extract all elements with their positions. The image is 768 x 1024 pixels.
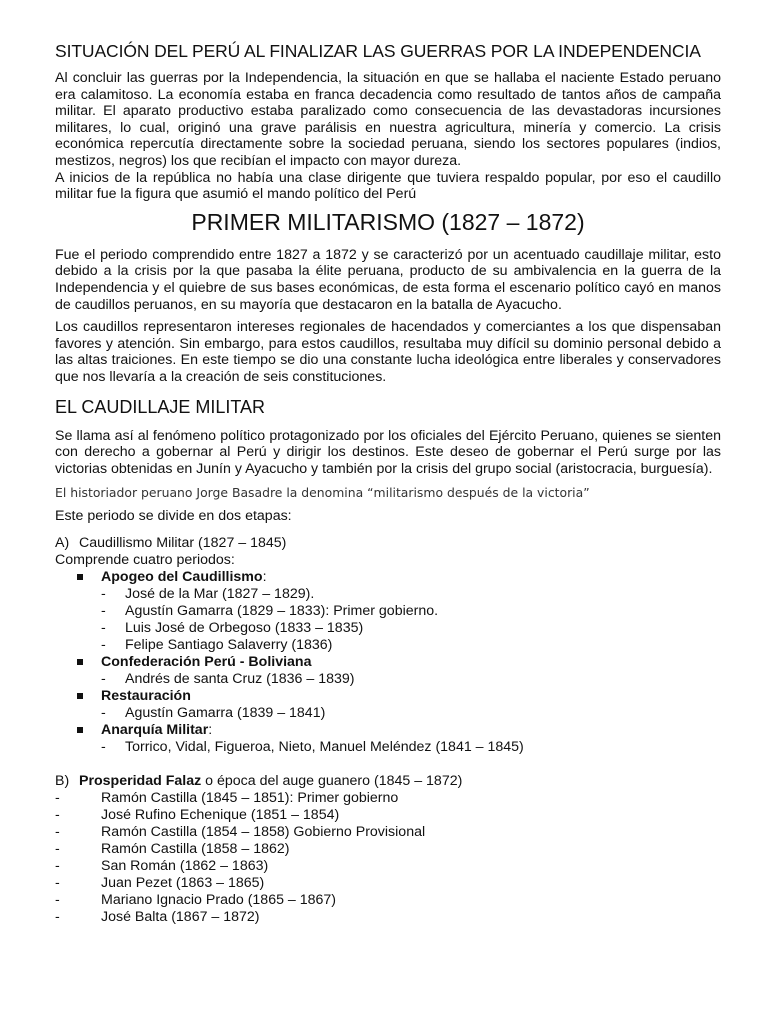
- paragraph-caudillaje: Se llama así al fenómeno político protagonizado por los oficiales del Ejército Peruano, quienes se sienten con derecho a gobernar al Perú y dirigir los destinos. Este deseo de gobernar el Perú surge por las victorias obtenidas en Junín y Ayacucho y también por la crisis del grupo social (aristocracia, burguesía).: [55, 427, 721, 477]
- period-name: Anarquía Militar: [101, 722, 209, 739]
- ruler-item: - José Balta (1867 – 1872): [55, 909, 260, 926]
- ruler-item: - Andrés de santa Cruz (1836 – 1839): [101, 671, 355, 688]
- bullet-square-icon: [77, 574, 83, 580]
- section-heading-caudillaje: EL CAUDILLAJE MILITAR: [55, 396, 266, 417]
- stage-b-heading: [55, 773, 721, 790]
- stage-a-label: A): [55, 535, 70, 552]
- section-heading-primer-militarismo: PRIMER MILITARISMO (1827 – 1872): [191, 208, 585, 235]
- ruler-item: - Agustín Gamarra (1829 – 1833): Primer gobierno.: [101, 603, 439, 620]
- paragraph-situacion: Al concluir las guerras por la Independencia, la situación en que se hallaba el naciente Estado peruano era calamitoso. La economía estaba en franca decadencia como resultado de tantos años de campaña militar. El aparato productivo estaba paralizado como consecuencia de las devastadoras incursiones militares, lo cual, originó una grave parálisis en nuestra agricultura, minería y comercio. La crisis económica repercutía directamente sobre la sociedad peruana, siendo los sectores populares (indios, mestizos, negros) los que recibían el impacto con mayor dureza.: [55, 70, 721, 169]
- basadre-quote: El historiador peruano Jorge Basadre la denomina “militarismo después de la victoria”: [55, 485, 590, 501]
- document-page: [55, 40, 721, 926]
- paragraph-periodo: Fue el periodo comprendido entre 1827 a 1872 y se caracterizó por un acentuado caudillaje militar, esto debido a la crisis por la que pasaba la élite peruana, producto de su ambivalencia en la guerra de la Independencia y el quiebre de sus bases económicas, de esta forma el escenario político cayó en manos de caudillos peruanos, en su mayoría que destacaron en la batalla de Ayacucho.: [55, 246, 721, 313]
- bullet-square-icon: [77, 659, 83, 665]
- ruler-item: - Juan Pezet (1863 – 1865): [55, 875, 265, 892]
- section-heading-situacion: SITUACIÓN DEL PERÚ AL FINALIZAR LAS GUERRAS POR LA INDEPENDENCIA: [55, 41, 701, 61]
- stages-intro: Este periodo se divide en dos etapas:: [55, 508, 292, 525]
- period-name: Apogeo del Caudillismo: [101, 569, 263, 586]
- ruler-item: - Torrico, Vidal, Figueroa, Nieto, Manuel Meléndez (1841 – 1845): [101, 739, 524, 756]
- stage-b-title-bold: Prosperidad Falaz: [79, 773, 202, 790]
- stage-b-list: [55, 790, 721, 926]
- ruler-item: - Luis José de Orbegoso (1833 – 1835): [101, 620, 364, 637]
- paragraph-caudillos: Los caudillos representaron intereses regionales de hacendados y comerciantes a los que dispensaban favores y atención. Sin embargo, para estos caudillos, resultaba muy difícil su dominio personal debido a las altas traiciones. En este tiempo se dio una constante lucha ideológica entre liberales y conservadores que nos llevaría a la creación de seis constituciones.: [55, 319, 721, 385]
- paragraph-republica: A inicios de la república no había una clase dirigente que tuviera respaldo popular, por eso el caudillo militar fue la figura que asumió el mando político del Perú: [55, 169, 721, 203]
- stage-a-title: Caudillismo Militar (1827 – 1845): [79, 535, 287, 552]
- ruler-item: - José Rufino Echenique (1851 – 1854): [55, 807, 340, 824]
- period-name: Restauración: [101, 688, 191, 705]
- ruler-item: - Mariano Ignacio Prado (1865 – 1867): [55, 892, 337, 909]
- period-item: [77, 688, 721, 722]
- stage-a-heading: [55, 535, 721, 552]
- period-item: [77, 654, 721, 688]
- ruler-item: - Felipe Santiago Salaverry (1836): [101, 637, 333, 654]
- period-name: Confederación Perú - Boliviana: [101, 654, 312, 671]
- stage-b-title-rest: o época del auge guanero (1845 – 1872): [201, 773, 463, 790]
- ruler-item: - Ramón Castilla (1845 – 1851): Primer gobierno: [55, 790, 399, 807]
- bullet-square-icon: [77, 693, 83, 699]
- period-item: Apogeo del Caudillismo: - José de la Mar (1827 – 1829). - Agustín Gamarra (1829 – 1833): Primer gobierno. - Luis José de Orbegoso (1833 – 1835) - Felipe Santiago Salaverry (1836): [77, 569, 721, 654]
- ruler-item: - José de la Mar (1827 – 1829).: [101, 586, 315, 603]
- stage-a-periods: [55, 569, 721, 756]
- bullet-square-icon: [77, 727, 83, 733]
- stage-a-subtitle: Comprende cuatro periodos:: [55, 552, 235, 569]
- ruler-item: - San Román (1862 – 1863): [55, 858, 269, 875]
- stage-b-label: B): [55, 773, 70, 790]
- ruler-item: - Ramón Castilla (1858 – 1862): [55, 841, 290, 858]
- ruler-item: - Ramón Castilla (1854 – 1858) Gobierno Provisional: [55, 824, 426, 841]
- period-item: Anarquía Militar: - Torrico, Vidal, Figueroa, Nieto, Manuel Meléndez (1841 – 1845): [77, 722, 721, 756]
- ruler-item: - Agustín Gamarra (1839 – 1841): [101, 705, 326, 722]
